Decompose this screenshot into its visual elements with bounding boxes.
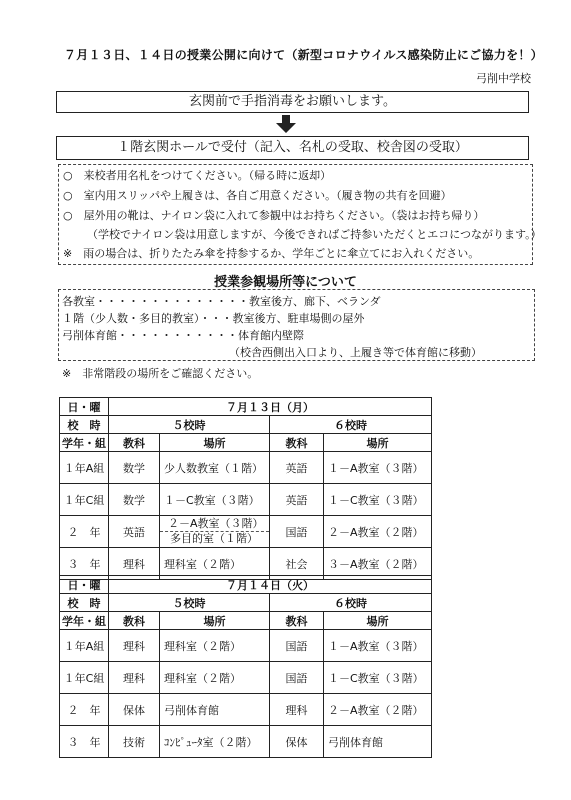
place-item: 各教室・・・・・・・・・・・・・・教室後方、廊下、ベランダ xyxy=(62,295,381,308)
disinfect-box: 玄関前で手指消毒をお願いします。 xyxy=(56,91,529,113)
class-cell: ２ 年 xyxy=(60,694,109,726)
period6-label: ６校時 xyxy=(270,416,432,434)
table-row xyxy=(60,452,432,484)
place-cell: １－A教室（３階） xyxy=(324,452,432,484)
subject-cell: 数学 xyxy=(109,484,160,516)
class-cell: １年C組 xyxy=(60,662,109,694)
place-cell: １－C教室（３階） xyxy=(324,662,432,694)
place-cell: １－A教室（３階） xyxy=(324,630,432,662)
subject-cell: 理科 xyxy=(270,694,324,726)
place-item: 弓削体育館・・・・・・・・・・・体育館内壁際 xyxy=(62,329,304,342)
period-label: 校 時 xyxy=(60,594,109,612)
subject-cell: 国語 xyxy=(270,662,324,694)
subject-cell: 技術 xyxy=(109,726,160,758)
arrow-down-icon xyxy=(276,115,296,133)
class-label: 学年・組 xyxy=(60,612,109,630)
date-cell: ７月１４日（火） xyxy=(109,576,432,594)
place-cell: ｺﾝﾋﾟｭｰﾀ室（２階） xyxy=(160,726,270,758)
places-heading: 授業参観場所等について xyxy=(214,275,357,290)
table-row xyxy=(60,662,432,694)
subject-cell: 数学 xyxy=(109,452,160,484)
subject-label: 教科 xyxy=(109,612,160,630)
school-name: 弓削中学校 xyxy=(476,72,531,85)
table-row xyxy=(60,630,432,662)
subject-cell: 理科 xyxy=(109,548,160,580)
subject-cell: 英語 xyxy=(109,516,160,548)
place-cell: １－C教室（３階） xyxy=(160,484,270,516)
place-cell: 理科室（２階） xyxy=(160,630,270,662)
date-cell: ７月１３日（月） xyxy=(109,398,432,416)
place-cell: ２－A教室（２階） xyxy=(324,694,432,726)
page-title: ７月１３日、１４日の授業公開に向けて（新型コロナウイルス感染防止にご協力を！） xyxy=(64,48,543,62)
table-row xyxy=(60,694,432,726)
place-cell: 弓削体育館 xyxy=(324,726,432,758)
table-row xyxy=(60,516,432,548)
subject-cell: 英語 xyxy=(270,484,324,516)
class-cell: １年A組 xyxy=(60,452,109,484)
subject-cell: 保体 xyxy=(270,726,324,758)
day-label: 日・曜 xyxy=(60,576,109,594)
class-cell: ３ 年 xyxy=(60,726,109,758)
subject-label: 教科 xyxy=(270,612,324,630)
subject-cell: 国語 xyxy=(270,516,324,548)
note-item: （学校でナイロン袋は用意しますが、今後できればご持参いただくとエコにつながります。） xyxy=(87,228,542,241)
class-cell: ３ 年 xyxy=(60,548,109,580)
class-label: 学年・組 xyxy=(60,434,109,452)
place-item: （校舎西側出入口より、上履き等で体育館に移動） xyxy=(229,346,482,359)
schedule-table-14 xyxy=(59,575,432,758)
subject-label: 教科 xyxy=(270,434,324,452)
note-item: ○ 室内用スリッパや上履きは、各自ご用意ください。（履き物の共有を回避） xyxy=(63,189,452,202)
place-cell: 理科室（２階） xyxy=(160,548,270,580)
subject-cell: 国語 xyxy=(270,630,324,662)
subject-label: 教科 xyxy=(109,434,160,452)
table-row xyxy=(60,726,432,758)
place-cell: １－C教室（３階） xyxy=(324,484,432,516)
period5-label: ５校時 xyxy=(109,594,270,612)
note-item: ○ 屋外用の靴は、ナイロン袋に入れて参観中はお持ちください。（袋はお持ち帰り） xyxy=(63,209,485,222)
subject-cell: 保体 xyxy=(109,694,160,726)
period5-label: ５校時 xyxy=(109,416,270,434)
subject-cell: 理科 xyxy=(109,662,160,694)
place-cell: 多目的室（１階） xyxy=(170,532,258,545)
day-label: 日・曜 xyxy=(60,398,109,416)
subject-cell: 社会 xyxy=(270,548,324,580)
class-cell: ２ 年 xyxy=(60,516,109,548)
place-cell-split xyxy=(160,516,270,548)
place-cell: 少人数教室（１階） xyxy=(160,452,270,484)
place-cell: 弓削体育館 xyxy=(160,694,270,726)
place-label: 場所 xyxy=(160,612,270,630)
places-box xyxy=(58,289,535,361)
note-item: ○ 来校者用名札をつけてください。（帰る時に返却） xyxy=(63,169,332,182)
schedule-table-13 xyxy=(59,397,432,580)
place-cell: 理科室（２階） xyxy=(160,662,270,694)
stairs-note: ※ 非常階段の場所をご確認ください。 xyxy=(62,367,259,380)
class-cell: １年C組 xyxy=(60,484,109,516)
period-label: 校 時 xyxy=(60,416,109,434)
notes-box xyxy=(58,164,542,265)
place-label: 場所 xyxy=(324,612,432,630)
place-cell: ２－A教室（３階） xyxy=(160,517,269,532)
note-item: ※ 雨の場合は、折りたたみ傘を持参するか、学年ごとに傘立てにお入れください。 xyxy=(63,247,480,260)
subject-cell: 英語 xyxy=(270,452,324,484)
reception-box: １階玄関ホールで受付（記入、名札の受取、校舎図の受取） xyxy=(56,136,529,160)
place-cell: ３－A教室（２階） xyxy=(324,548,432,580)
place-label: 場所 xyxy=(160,434,270,452)
period6-label: ６校時 xyxy=(270,594,432,612)
table-row xyxy=(60,484,432,516)
subject-cell: 理科 xyxy=(109,630,160,662)
place-label: 場所 xyxy=(324,434,432,452)
place-cell: ２－A教室（２階） xyxy=(324,516,432,548)
class-cell: １年A組 xyxy=(60,630,109,662)
place-item: １階（少人数・多目的教室）・・・教室後方、駐車場側の屋外 xyxy=(62,312,365,325)
